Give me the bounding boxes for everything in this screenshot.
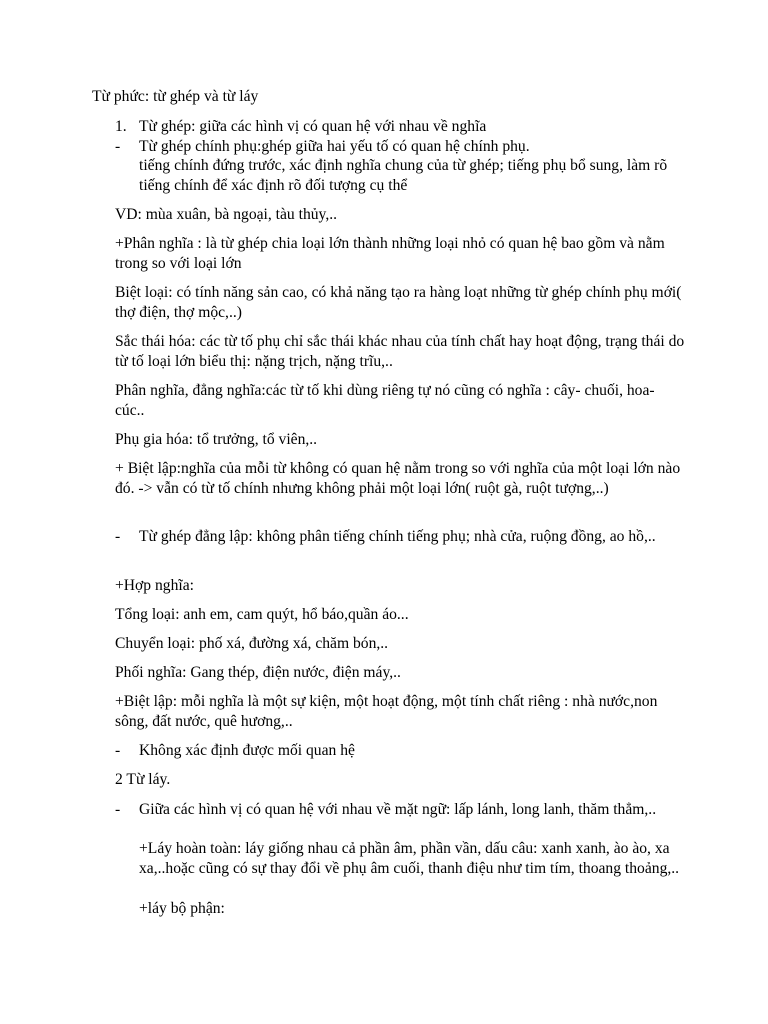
list-marker: 1. xyxy=(115,118,127,135)
list-marker: - xyxy=(115,528,121,545)
lay-bo-phan: +láy bộ phận: xyxy=(139,900,225,917)
list-text: Giữa các hình vị có quan hệ với nhau về mặt ngữ: lấp lánh, long lanh, thăm thẳm,.. xyxy=(139,801,657,818)
list-text: Từ ghép đẳng lập: không phân tiếng chính tiếng phụ; nhà cửa, ruộng đồng, ao hồ,.. xyxy=(139,528,656,545)
document-title: Từ phức: từ ghép và từ láy xyxy=(92,88,259,105)
section-heading-tu-lay: 2 Từ láy. xyxy=(115,771,171,788)
paragraph-biet-lap-1: + Biệt lập:nghĩa của mỗi từ không có quan hệ nằm trong so với nghĩa của một loại lớn nào đó. -> vẫn có từ tố chính nhưng không phải một loại lớn( ruột gà, ruột tượng,..) xyxy=(115,460,681,497)
paragraph-tong-loai: Tổng loại: anh em, cam quýt, hổ báo,quần áo... xyxy=(115,606,409,623)
tu-ghep-chinh-phu-detail: tiếng chính đứng trước, xác định nghĩa chung của từ ghép; tiếng phụ bổ sung, làm rõ tiếng chính để xác định rõ đối tượng cụ thể xyxy=(139,157,668,194)
list-text: Không xác định được mối quan hệ xyxy=(139,742,355,759)
paragraph-hop-nghia: +Hợp nghĩa: xyxy=(115,577,194,594)
list-text: Từ ghép chính phụ:ghép giữa hai yếu tố có quan hệ chính phụ. xyxy=(139,138,530,155)
paragraph-sac-thai-hoa: Sắc thái hóa: các từ tố phụ chỉ sắc thái khác nhau của tính chất hay hoạt động, trạng thái do từ tố loại lớn biểu thị: nặng trịch, nặng trĩu,.. xyxy=(115,333,685,370)
paragraph-phan-nghia: +Phân nghĩa : là từ ghép chia loại lớn thành những loại nhỏ có quan hệ bao gồm và nằm trong so với loại lớn xyxy=(115,235,665,272)
paragraph-dang-nghia: Phân nghĩa, đẳng nghĩa:các từ tố khi dùng riêng tự nó cũng có nghĩa : cây- chuối, hoa- cúc.. xyxy=(115,382,655,419)
list-marker: - xyxy=(115,138,121,155)
paragraph-phu-gia-hoa: Phụ gia hóa: tổ trưởng, tổ viên,.. xyxy=(115,431,318,448)
paragraph-biet-lap-2: +Biệt lập: mỗi nghĩa là một sự kiện, một hoạt động, một tính chất riêng : nhà nước,non sông, đất nước, quê hương,.. xyxy=(115,693,658,730)
list-marker: - xyxy=(115,742,121,759)
paragraph-biet-loai: Biệt loại: có tính năng sản cao, có khả năng tạo ra hàng loạt những từ ghép chính phụ mới( thợ điện, thợ mộc,..) xyxy=(115,284,682,321)
lay-hoan-toan: +Láy hoàn toàn: láy giống nhau cả phần âm, phần vần, dấu câu: xanh xanh, ào ào, xa xa,..hoặc cũng có sự thay đổi về phụ âm cuối, thanh điệu như tim tím, thoang thoảng,.. xyxy=(139,840,680,877)
list-text: Từ ghép: giữa các hình vị có quan hệ với nhau về nghĩa xyxy=(139,118,487,135)
paragraph-chuyen-loai: Chuyển loại: phố xá, đường xá, chăm bón,.. xyxy=(115,635,389,652)
list-marker: - xyxy=(115,801,121,818)
paragraph-vd: VD: mùa xuân, bà ngoại, tàu thủy,.. xyxy=(115,206,338,223)
paragraph-phoi-nghia: Phối nghĩa: Gang thép, điện nước, điện máy,.. xyxy=(115,664,401,681)
